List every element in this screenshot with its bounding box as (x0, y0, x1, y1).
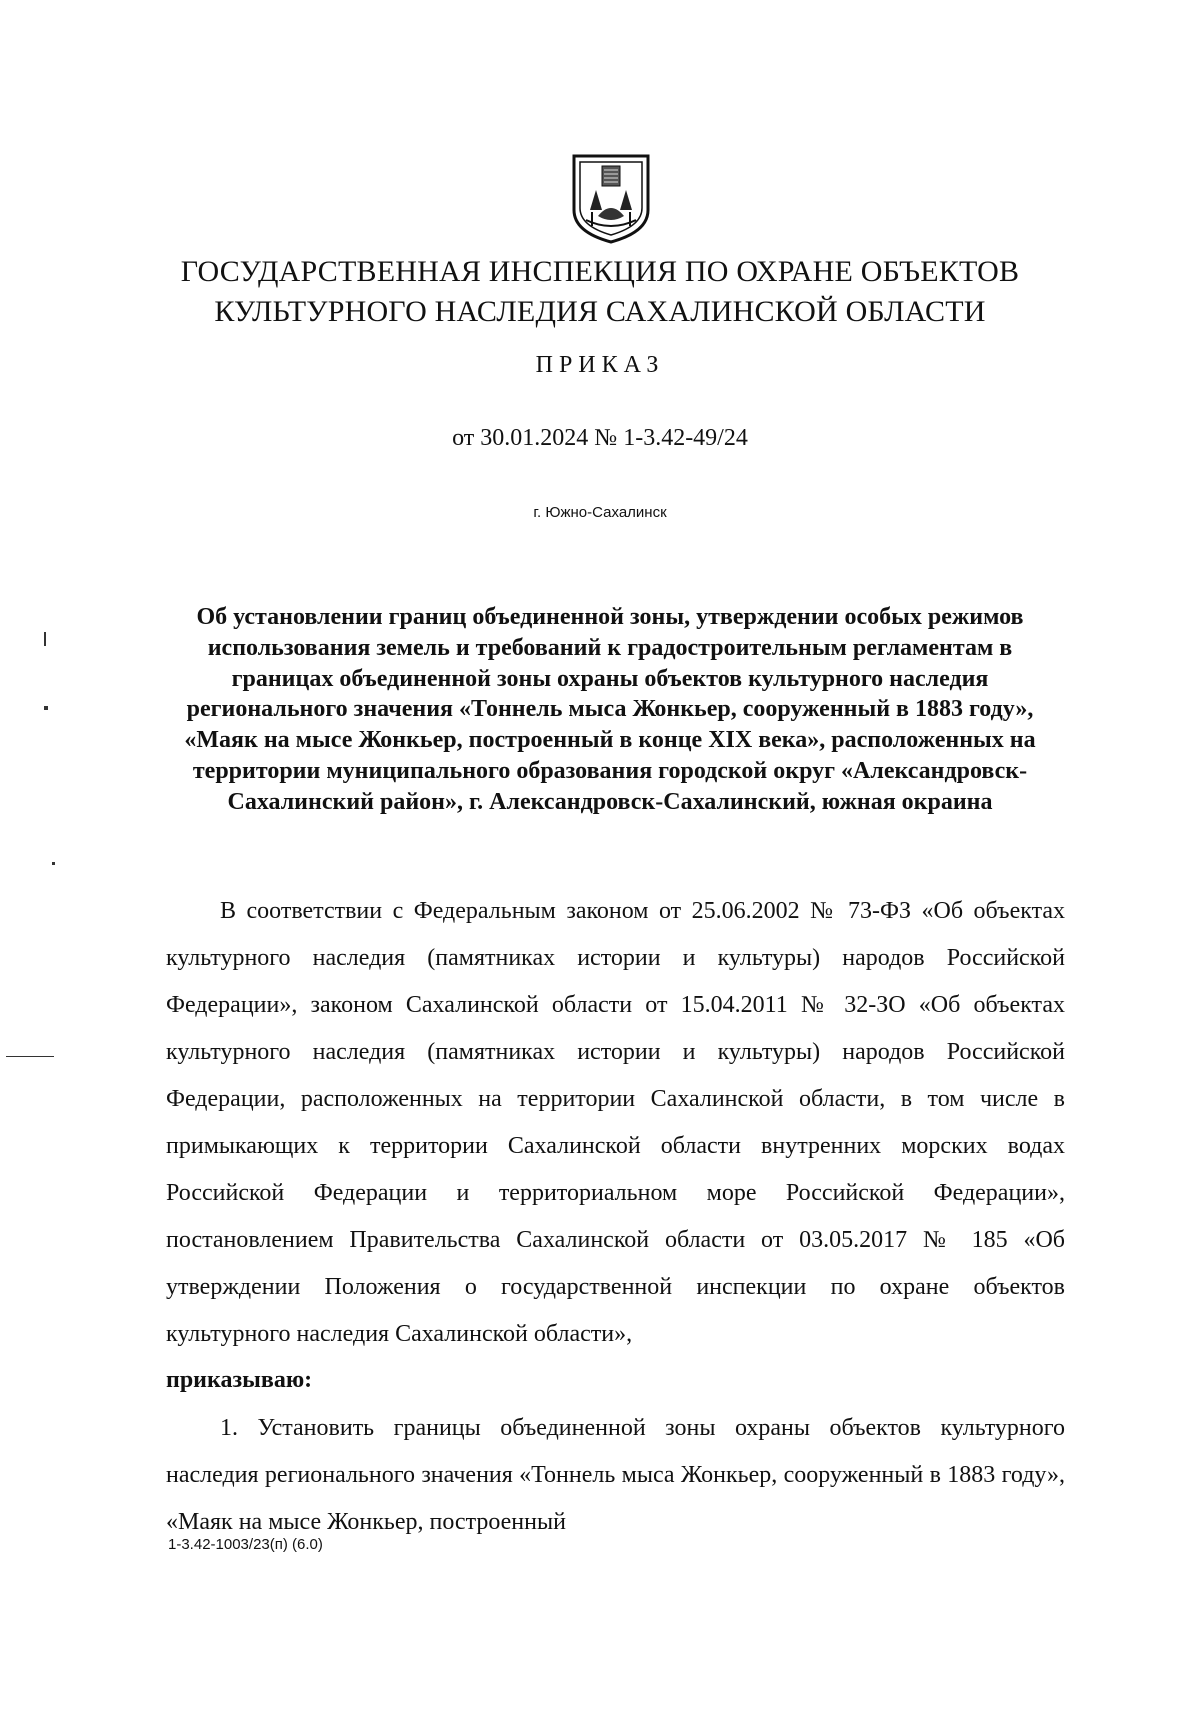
footer-document-code: 1-3.42-1003/23(п) (6.0) (168, 1536, 323, 1553)
document-type: ПРИКАЗ (535, 352, 665, 378)
coat-of-arms-icon (568, 150, 654, 246)
organization-name (100, 252, 1100, 332)
scan-mark (6, 1056, 54, 1057)
document-number: от 30.01.2024 № 1-3.42-49/24 (452, 425, 748, 451)
preamble-paragraph: В соответствии с Федеральным законом от 25.06.2002 № 73-ФЗ «Об объектах культурного наследия (памятниках истории и культуры) народов Российской Федерации», законом Сахалинской области от 15.04.2011 № 32-ЗО «Об объектах культурного наследия (памятниках истории и культуры) народов Российской Федерации, расположенных на территории Сахалинской области, в том числе в примыкающих к территории Сахалинской области внутренних морских водах Российской Федерации и территориальном море Российской Федерации», постановлением Правительства Сахалинской области от 03.05.2017 № 185 «Об утверждении Положения о государственной инспекции по охране объектов культурного наследия Сахалинской области», (166, 898, 1065, 1347)
document-city: г. Южно-Сахалинск (533, 504, 667, 521)
order-word: приказываю: (166, 1367, 313, 1393)
org-line-2: КУЛЬТУРНОГО НАСЛЕДИЯ САХАЛИНСКОЙ ОБЛАСТИ (214, 295, 986, 328)
scan-mark (52, 862, 55, 865)
org-line-1: ГОСУДАРСТВЕННАЯ ИНСПЕКЦИЯ ПО ОХРАНЕ ОБЪЕКТОВ (180, 255, 1020, 288)
scan-mark (44, 706, 48, 710)
scan-mark (44, 632, 46, 646)
order-item-1: 1. Установить границы объединенной зоны охраны объектов культурного наследия регионального значения «Тоннель мыса Жонкьер, сооруженный в 1883 году», «Маяк на мысе Жонкьер, построенный (166, 1415, 1065, 1535)
document-subject: Об установлении границ объединенной зоны, утверждении особых режимов использования земель и требований к градостроительным регламентам в границах объединенной зоны охраны объектов культурного наследия регионального значения «Тоннель мыса Жонкьер, сооруженный в 1883 году», «Маяк на мысе Жонкьер, построенный в конце XIX века», расположенных на территории муниципального образования городской округ «Александровск-Сахалинский район», г. Александровск-Сахалинский, южная окраина (184, 604, 1036, 815)
